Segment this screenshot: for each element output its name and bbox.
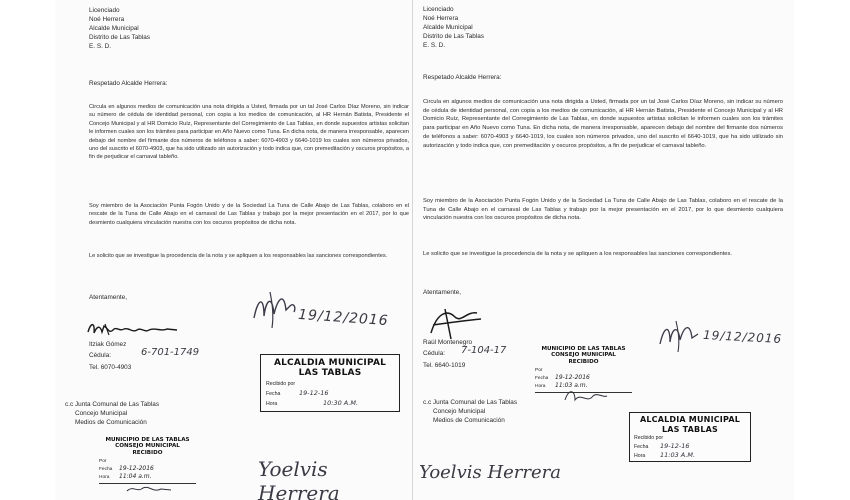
recipient-header [89,6,150,51]
small-stamp-fecha: Fecha [535,376,549,381]
header-line: E. S. D. [89,43,112,50]
header-line: Alcalde Municipal [89,25,139,32]
small-stamp-fecha: Fecha [99,467,113,472]
header-line: Licenciado [423,6,454,13]
cc-line: c.c Junta Comunal de Las Tablas [65,401,160,408]
cedula-handwritten: 6-701-1749 [141,347,200,358]
date-handwritten: 19/12/2016 [702,327,783,347]
cc-list [65,400,159,427]
stamp-hora-label: Hora [634,453,646,459]
small-stamp-fecha-value: 19-12-2016 [119,465,154,472]
stamp-recibido-label: Recibido por [634,435,664,441]
cc-line: Concejo Municipal [433,408,486,415]
bottom-signature: Yoelvis Herrera [258,457,340,500]
paragraph-2: Soy miembro de la Asociación Punta Fogón Unido y de la Sociedad La Tuna de Calle Abajo de Las Tablas, colaboro en el rescate de la Tuna de Calle Abajo en el carnaval de Las Tablas y trabajo por la mejor presentación en el 2017, por lo que desmiento cualquiera vinculación nuestra con los oscuros propósitos de dicha nota. [89,203,409,226]
signer-phone: Tel. 6640-1019 [423,362,466,369]
small-stamp-hora: Hora [99,475,110,480]
stamp-title-2: LAS TABLAS [298,368,362,378]
salutation: Respetado Alcalde Herrera: [423,74,502,81]
stamp-fecha-label: Fecha [634,444,649,450]
stamp-title-1: ALCALDIA MUNICIPAL [273,358,387,368]
small-stamp-line-3: RECIBIDO [568,358,599,365]
paragraph-3: Le solicito que se investigue la procedencia de la nota y se apliquen a los responsables las sanciones correspondientes. [423,251,733,257]
header-line: Licenciado [89,7,120,14]
cc-line: Medios de Comunicación [75,419,147,426]
date-handwritten: 19/12/2016 [297,306,390,330]
signer-phone: Tel. 6070-4903 [89,364,132,371]
cedula-handwritten: 7-104-17 [461,345,507,356]
letter-right [412,0,794,500]
header-line: Alcalde Municipal [423,24,473,31]
signer-name: Itziak Gómez [89,341,127,348]
municipio-stamp [95,437,200,495]
cc-line: Concejo Municipal [75,410,128,417]
alcaldia-stamp [629,412,751,462]
stamp-title-2: LAS TABLAS [661,425,718,434]
header-line: Noé Herrera [423,15,459,22]
bottom-signature: Yoelvis Herrera [419,462,561,483]
small-stamp-line-1: MUNICIPIO DE LAS TABLAS [541,346,626,352]
small-stamp-line-3: RECIBIDO [132,449,163,456]
small-stamp-line-2: CONSEJO MUNICIPAL [551,352,616,359]
letter-left [55,0,415,500]
cedula-label: Cédula: [423,350,446,357]
signer-name: Raúl Montenegro [423,339,473,346]
paragraph-2: Soy miembro de la Asociación Punta Fogón Unido y de la Sociedad La Tuna de Calle Abajo de Las Tablas, colaboro en el rescate de la Tuna de Calle Abajo en el carnaval de Las Tablas y trabajo por la mejor presentación en el 2017, por lo que desmiento cualquiera vinculación nuestra con los oscuros propósitos de dicha nota. [423,198,783,222]
recipient-header [423,5,484,50]
alcaldia-stamp [260,354,400,412]
small-stamp-line-1: MUNICIPIO DE LAS TABLAS [105,437,190,443]
paragraph-1: Circula en algunos medios de comunicación una nota dirigida a Usted, firmada por un tal José Carlos Díaz Moreno, sin indicar su número de cédula de identidad personal, con copia a los medios de comunicación, al HR Hernán Batista, Presidente el Concejo Municipal y al HR Domicio Ruíz, Representante del Corregimiento de Las Tablas, en donde supuestos artistas solicitan le informen cuales son los trámites para participar en Año Nuevo como Tuna. En dicha nota, de manera irresponsable, aparecen debajo del nombre del firmante dos números de teléfonos a saber: 6070-4903 y 6640-1019, los cuales son números privados, uno del suscrito el 6640-1019, que ha sido utilizado sin autorización y todo indica que, con premeditación y oscuros propósitos, a fin de perjudicar el carnaval tableño. [423,99,783,149]
initials-scribble [656,318,702,354]
small-stamp-signature [561,386,611,406]
closing: Atentamente, [423,289,462,296]
paragraph-1: Circula en algunos medios de comunicación una nota dirigida a Usted, firmada por un tal José Carlos Díaz Moreno, sin indicar su número de cédula de identidad personal, con copia a los medios de comunicación, al HR Hernán Batista, Presidente el Concejo Municipal y al HR Domicio Ruíz, Representante del Corregimiento de Las Tablas, en donde supuestos artistas solicitan le informen cuales son los trámites para participar en Año Nuevo como Tuna. En dicha nota, de manera irresponsable, aparecen debajo del nombre del firmante dos números de teléfonos a saber: 6070-4903 y 6640-1019 los cuales son números privados, uno del suscrito el 6070-4903, que ha sido utilizado sin autorización y todo indica que, con premeditación y oscuros propósitos, a fin de perjudicar el carnaval tableño. [89,104,409,161]
cc-line: c.c Junta Comunal de Las Tablas [423,399,518,406]
small-stamp-hora: Hora [535,384,546,389]
header-line: Noé Herrera [89,16,125,23]
stamp-hora-value: 10:30 A.M. [323,399,359,407]
small-stamp-hora-value: 11:03 a.m. [555,382,588,389]
stamp-hora-value: 11:03 A.M. [660,451,696,459]
stamp-fecha-value: 19-12-16 [299,389,329,397]
paragraph-3: Le solicito que se investigue la procedencia de la nota y se apliquen a los responsables las sanciones correspondientes. [89,253,388,259]
cc-list [423,398,517,425]
cc-line: Medios de Comunicación [433,417,505,424]
header-line: E. S. D. [423,42,446,49]
stamp-title-1: ALCALDIA MUNICIPAL [639,415,741,424]
header-line: Distrito de Las Tablas [89,34,150,41]
closing: Atentamente, [89,294,128,301]
stamp-fecha-value: 19-12-16 [660,442,690,450]
salutation: Respetado Alcalde Herrera: [89,80,168,87]
small-stamp-por: Por [535,368,543,373]
initials-scribble [250,288,300,333]
signature-raul [427,303,487,343]
small-stamp-hora-value: 11:04 a.m. [119,473,152,480]
small-stamp-signature [125,483,175,495]
header-line: Distrito de Las Tablas [423,33,484,40]
stamp-hora-label: Hora [266,401,278,407]
small-stamp-por: Por [99,459,107,464]
stamp-recibido-label: Recibido por [266,381,296,387]
stamp-fecha-label: Fecha [266,391,281,397]
cedula-label: Cédula: [89,352,112,359]
small-stamp-line-2: CONSEJO MUNICIPAL [115,443,180,450]
signature-itziak [85,318,205,340]
small-stamp-fecha-value: 19-12-2016 [555,374,590,381]
municipio-stamp [531,346,636,404]
